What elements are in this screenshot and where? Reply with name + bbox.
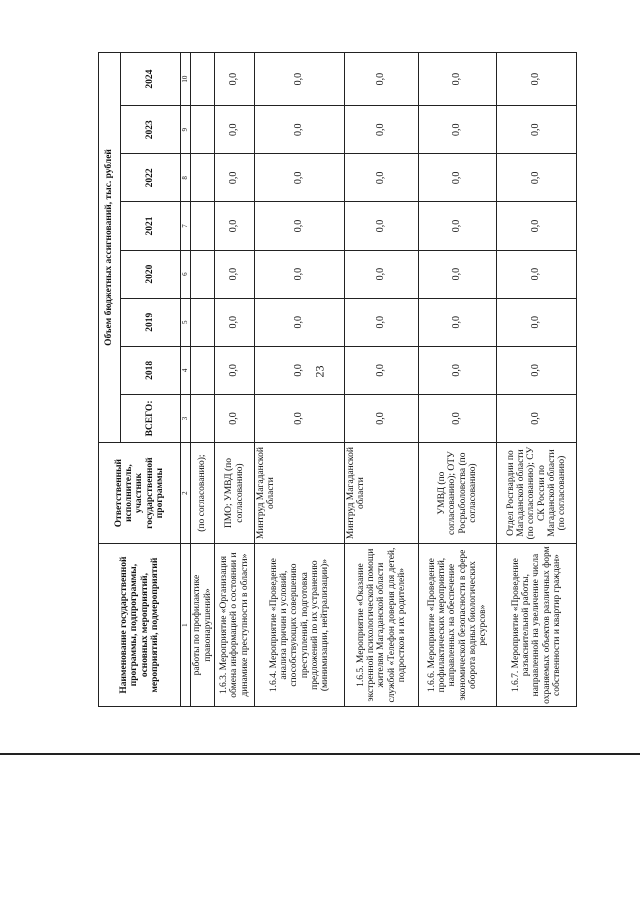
header-year: 2022 [121,154,181,202]
row-value [191,106,215,154]
row-value: 0,0 [345,106,419,154]
row-name: 1.6.5. Мероприятие «Оказание экстренной психологической помощи жителям Магаданской области службой «Телефон доверия для детей, подростков и их родителей» [345,544,419,707]
table-row [255,53,345,707]
column-number: 7 [181,202,191,250]
row-responsible: (по согласованию); [191,443,215,544]
row-total: 0,0 [497,394,577,442]
row-value: 0,0 [345,250,419,298]
row-total: 0,0 [345,394,419,442]
row-responsible: УМВД (по согласованию); ОТУ Росрыболовства (по согласованию) [419,443,497,544]
row-value: 0,0 [497,154,577,202]
row-responsible: Минтруд Магаданской области [255,443,345,544]
row-name: 1.6.4. Мероприятие «Проведение анализа причин и условий, способствующих совершению преступлений, подготовка предложений по их устранению (минимизации, нейтрализации)» [255,544,345,707]
row-responsible: Минтруд Магаданской области [345,443,419,544]
row-value: 0,0 [215,202,255,250]
row-value [191,53,215,106]
row-value: 0,0 [419,53,497,106]
header-responsible: Ответственный исполнитель, участник государственной программы [99,443,181,544]
column-number: 6 [181,250,191,298]
row-responsible: Отдел Росгвардии по Магаданской области (по согласованию); СУ СК России по Магаданской области (по согласованию) [497,443,577,544]
row-name: 1.6.6. Мероприятие «Проведение профилактических мероприятий, направленных на обеспечение экономической безопасности в сфере оборота водных биологических ресурсов» [419,544,497,707]
header-year: 2020 [121,250,181,298]
row-value [191,154,215,202]
column-number: 3 [181,394,191,442]
row-value: 0,0 [255,53,345,106]
row-value [191,298,215,346]
row-value: 0,0 [419,202,497,250]
column-number: 4 [181,346,191,394]
table-row [215,53,255,707]
header-year: 2023 [121,106,181,154]
row-value: 0,0 [215,298,255,346]
column-number: 10 [181,53,191,106]
row-value: 0,0 [255,298,345,346]
header-name: Наименование государственной программы, подпрограммы, основных мероприятий, мероприятий, подмероприятий [99,544,181,707]
row-value: 0,0 [419,346,497,394]
column-number: 2 [181,443,191,544]
page-number: 23 [312,365,327,378]
header-year: 2021 [121,202,181,250]
row-value: 0,0 [497,53,577,106]
row-value [191,202,215,250]
row-total: 0,0 [419,394,497,442]
row-value: 0,0 [215,106,255,154]
row-value [191,346,215,394]
row-responsible: ПМО; УМВД (по согласованию) [215,443,255,544]
header-budget: Объем бюджетных ассигнований, тыс. рублей [99,53,121,443]
rotated-table-wrapper [98,52,576,707]
row-value: 0,0 [255,346,345,394]
rotated-table-frame [98,52,576,707]
row-name: 1.6.3. Мероприятие «Организация обмена информацией о состоянии и динамике преступности в области» [215,544,255,707]
row-value: 0,0 [497,106,577,154]
table-row [419,53,497,707]
row-value: 0,0 [345,298,419,346]
row-value: 0,0 [419,298,497,346]
row-value: 0,0 [255,250,345,298]
row-name: 1.6.7. Мероприятие «Проведение разъяснительной работы, направленной на увеличение числа охраняемых объектов различных форм собственности и квартир граждан» [497,544,577,707]
column-number: 5 [181,298,191,346]
row-value: 0,0 [215,53,255,106]
column-number: 1 [181,544,191,707]
row-value: 0,0 [345,154,419,202]
row-value: 0,0 [497,346,577,394]
horizontal-rule [0,753,640,755]
header-year: 2018 [121,346,181,394]
row-total: 0,0 [215,394,255,442]
row-value: 0,0 [419,154,497,202]
row-value: 0,0 [497,250,577,298]
table-row [497,53,577,707]
row-value [191,250,215,298]
row-value: 0,0 [345,202,419,250]
column-number: 8 [181,154,191,202]
budget-table [98,52,577,707]
table-row [191,53,215,707]
row-value: 0,0 [215,154,255,202]
header-year: 2024 [121,53,181,106]
row-value: 0,0 [419,250,497,298]
header-total: ВСЕГО: [121,394,181,442]
row-value: 0,0 [215,346,255,394]
row-value: 0,0 [497,298,577,346]
header-year: 2019 [121,298,181,346]
column-number: 9 [181,106,191,154]
row-value: 0,0 [215,250,255,298]
row-value: 0,0 [419,106,497,154]
row-value: 0,0 [255,202,345,250]
row-total: 0,0 [255,394,345,442]
row-value: 0,0 [497,202,577,250]
row-name: работы по профилактике правонарушений» [191,544,215,707]
row-value: 0,0 [255,106,345,154]
row-total [191,394,215,442]
row-value: 0,0 [345,346,419,394]
table-row [345,53,419,707]
row-value: 0,0 [255,154,345,202]
row-value: 0,0 [345,53,419,106]
